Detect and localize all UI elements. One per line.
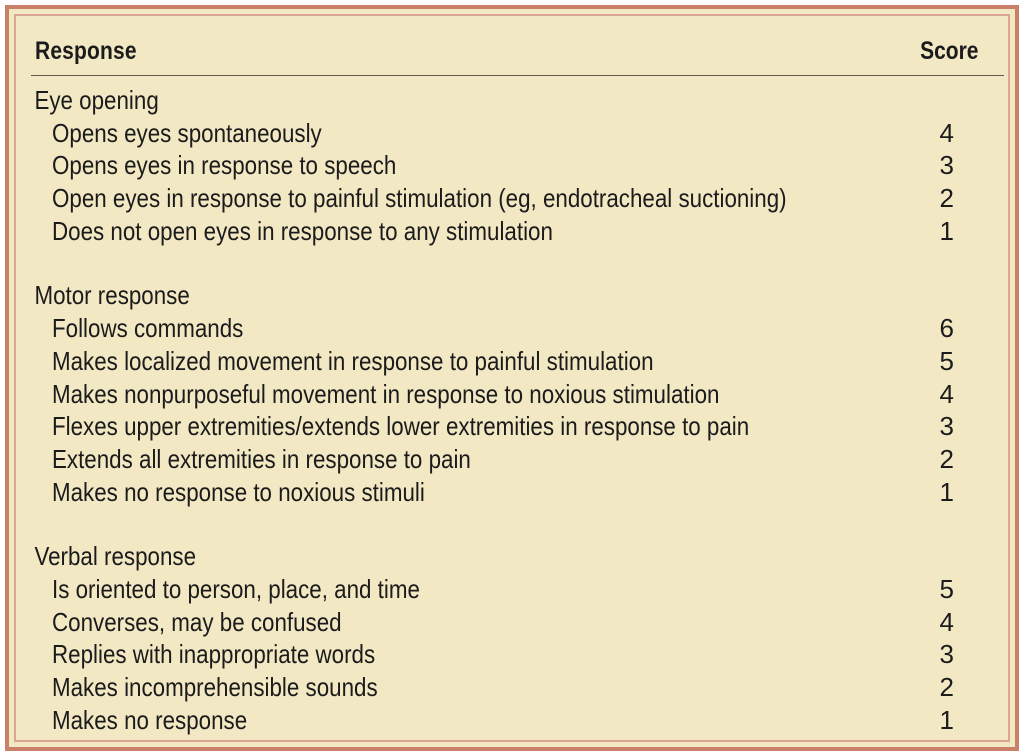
table-row	[31, 410, 1004, 443]
section-title: Eye opening	[34, 85, 159, 115]
table-frame	[5, 5, 1019, 751]
score-value: 3	[939, 639, 954, 670]
score-value: 4	[939, 117, 954, 148]
response-label: Opens eyes in response to speech	[52, 150, 397, 181]
section-verbal-response	[31, 540, 1004, 736]
table-row	[31, 215, 1004, 248]
table-row	[31, 182, 1004, 215]
score-column-header: Score	[919, 37, 978, 65]
table-row	[31, 117, 1004, 150]
response-label: Converses, may be confused	[52, 606, 342, 637]
section-eye-opening	[31, 84, 1004, 247]
response-label: Flexes upper extremities/extends lower extremities in response to pain	[52, 411, 750, 442]
response-label: Makes localized movement in response to painful stimulation	[52, 345, 654, 376]
table-row	[31, 443, 1004, 476]
table-row	[31, 476, 1004, 509]
section-title: Verbal response	[34, 541, 197, 572]
response-label: Makes no response to noxious stimuli	[52, 476, 425, 507]
response-column-header: Response	[35, 37, 137, 65]
table-row	[31, 312, 1004, 345]
response-label: Makes incomprehensible sounds	[52, 672, 378, 702]
table-row	[31, 606, 1004, 639]
score-value: 1	[939, 704, 954, 735]
score-value: 5	[939, 573, 954, 604]
score-value: 5	[939, 345, 954, 376]
table-row	[31, 378, 1004, 411]
score-value: 3	[939, 150, 954, 181]
response-label: Makes no response	[52, 704, 248, 735]
section-title: Motor response	[34, 280, 190, 311]
response-label: Makes nonpurposeful movement in response to noxious stimulation	[52, 378, 720, 409]
response-label: Is oriented to person, place, and time	[52, 573, 420, 604]
response-label: Follows commands	[52, 313, 244, 344]
table-header	[31, 37, 1004, 76]
section-motor-response	[31, 279, 1004, 508]
score-table	[31, 37, 1004, 736]
score-value: 6	[939, 313, 954, 344]
table-row	[31, 704, 1004, 737]
table-row	[31, 573, 1004, 606]
score-value: 2	[939, 672, 954, 702]
table-row	[31, 671, 1004, 704]
table-row	[31, 149, 1004, 182]
table-body	[31, 76, 1004, 736]
response-label: Opens eyes spontaneously	[52, 117, 322, 148]
score-value: 2	[939, 183, 954, 214]
score-value: 3	[939, 411, 954, 442]
table-row	[31, 345, 1004, 378]
score-value: 1	[939, 215, 954, 246]
score-value: 4	[939, 606, 954, 637]
score-value: 4	[939, 378, 954, 409]
response-label: Extends all extremities in response to pain	[52, 443, 471, 474]
table-row	[31, 638, 1004, 671]
score-value: 2	[939, 443, 954, 474]
response-label: Replies with inappropriate words	[52, 639, 376, 670]
response-label: Does not open eyes in response to any stimulation	[52, 215, 553, 246]
score-value: 1	[939, 476, 954, 507]
response-label: Open eyes in response to painful stimulation (eg, endotracheal suctioning)	[52, 183, 787, 214]
